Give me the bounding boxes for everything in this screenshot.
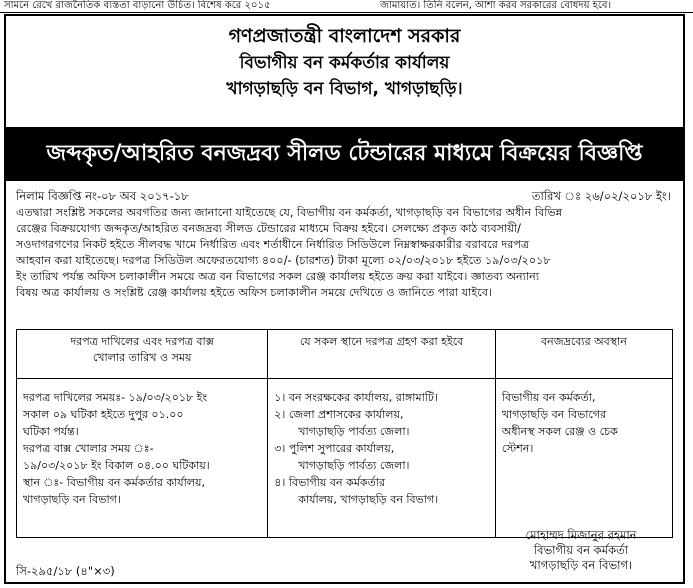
top-strip-right-text: জামায়াত। তিনি বলেন, আশা করব সরকারের বোধদয় হবে।: [380, 0, 612, 11]
office-title: বিভাগীয় বন কর্মকর্তার কার্যালয়: [239, 53, 450, 73]
table-header-row: [17, 330, 673, 379]
government-title: গণপ্রজাতন্ত্রী বাংলাদেশ সরকার: [228, 25, 461, 47]
signatory-office: খাগড়াছড়ি বন বিভাগ।: [529, 558, 633, 572]
body-line: সওদাগরগণের নিকট হইতে সীলবদ্ধ খামে নির্ধারিত এবং শর্তাধীনে নির্ধারিত সিডিউলে নিম্নস্বাক্ষরকারীর বরাবরে দরপত্র: [16, 238, 530, 252]
signatory-name: মোহাম্মদ মিজানুর রহমান: [525, 528, 637, 542]
division-title: খাগড়াছড়ি বন বিভাগ, খাগড়াছড়ি।: [226, 79, 463, 99]
notice-title-banner: জব্দকৃত/আহরিত বনজদ্রব্য সীলড টেন্ডারের মাধ্যমে বিক্রয়ের বিজ্ঞপ্তি: [6, 127, 683, 181]
signatory-title: বিভাগীয় বন কর্মকর্তা: [533, 543, 629, 557]
table-row: [17, 379, 673, 538]
header-submission-places: যে সকল স্থানে দরপত্র গ্রহণ করা হইবে: [268, 330, 496, 379]
body-line: বিষয় অত্র কার্যালয় ও সংশ্লিষ্ট রেঞ্জ কার্যালয় হইতে অফিস চলাকালীন সময়ে দেখিতে ও জানিতে পারা যাইবে।: [16, 286, 492, 300]
newspaper-top-strip: [0, 0, 693, 13]
notice-date: তারিখ ঃ ২৬/০২/২০১৮ ইং।: [531, 189, 671, 203]
submission-places-cell: ১। বন সংরক্ষকের কার্যালয়, রাঙ্গামাটি। ২। জেলা প্রশাসকের কার্যালয়, খাগড়াছড়ি পার্বত্য জেলা। ৩। পুলিশ সুপারের কার্যালয়, খাগড়াছড়ি পার্বত্য জেলা। ৪। বিভাগীয় বন কর্মকর্তার কার্যালয়, খাগড়াছড়ি বন বিভাগ।: [268, 379, 496, 538]
body-line: রেঞ্জের বিক্রয়যোগ্য জব্দকৃত/আহরিত বনজদ্রব্য সীলড টেন্ডারের মাধ্যমে বিক্রয় হইবে। সেলক্ষ্যে প্রকৃত কাঠ ব্যবসায়ী/: [16, 222, 521, 236]
submission-time-cell: দরপত্র দাখিলের সময়ঃ- ১৯/০৩/২০১৮ ইং সকাল ০৯ ঘটিকা হইতে দুপুর ০১.০০ ঘটিকা পর্যন্ত। দরপত্র বাক্স খোলার সময় ঃ- ১৯/০৩/২০১৮ ইং বিকাল ০৪.০০ ঘটিকায়। স্থান ঃ- বিভাগীয় বন কর্মকর্তার কার্যালয়, খাগড়াছড়ি বন বিভাগ।: [17, 379, 268, 538]
top-strip-left-text: সামনে রেখে রাজনৈতিক ব্যস্ততা বাড়ানো উচিত। বিশেষ করে ২০১৫: [4, 0, 271, 11]
tender-table: [16, 329, 673, 538]
header-submission-time: দরপত্র দাখিলের এবং দরপত্র বাক্স খোলার তারিখ ও সময়: [17, 330, 268, 379]
notice-body: [16, 205, 673, 302]
body-line: এতদ্বারা সংশ্লিষ্ট সকলের অবগতির জন্য জানানো যাইতেছে যে, বিভাগীয় বন কর্মকর্তা, খাগড়াছড়ি বন বিভাগের অধীন বিভিন্ন: [16, 206, 563, 219]
body-line: ইং তারিখ পর্যন্ত অফিস চলাকালীন সময়ে অত্র বন বিভাগের সকল রেঞ্জ কার্যালয় হইতে ক্রয় করা যাইবে। জ্ঞাতব্য অন্যান্য: [16, 270, 540, 284]
body-line: আহবান করা যাইতেছে। দরপত্র সিডিউল অফেরতযোগ্য ৪০০/- (চারশত) টাকা মূল্যে ০২/০৩/২০১৮ হইতে ১৯/০৩/২০১৮: [16, 254, 551, 268]
signature-block: [496, 528, 666, 573]
notice-frame: [4, 14, 685, 584]
goods-location-cell: বিভাগীয় বন কর্মকর্তা, খাগড়াছড়ি বন বিভাগের অধীনস্থ সকল রেঞ্জ ও চেক স্টেশন।: [495, 379, 672, 538]
notice-number: নিলাম বিজ্ঞপ্তি নং-০৮ অব ২০১৭-১৮: [16, 189, 189, 203]
header-goods-location: বনজদ্রব্যের অবস্থান: [495, 330, 672, 379]
ad-reference-code: সি-২৯৫/১৮ (৪"×৩): [16, 564, 115, 578]
